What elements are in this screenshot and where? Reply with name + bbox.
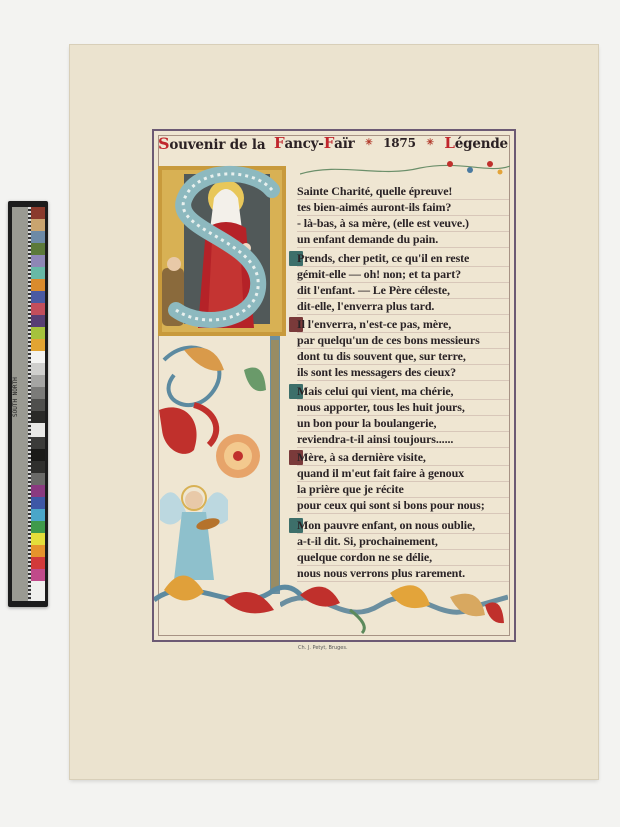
poem-line: Mais celui qui vient, ma chérie, — [297, 384, 509, 400]
foliage-flower — [184, 348, 224, 371]
poem-stanza-2 — [297, 251, 509, 315]
patch-8 — [31, 291, 45, 303]
patch-14 — [31, 363, 45, 375]
patch-3 — [31, 231, 45, 243]
patch-20 — [31, 437, 45, 449]
title-word-fancy-fair — [274, 134, 355, 152]
poem-line: Il l'enverra, n'est-ce pas, mère, — [297, 317, 509, 333]
poem-line: Mon pauvre enfant, on nous oublie, — [297, 518, 509, 534]
patch-18 — [31, 411, 45, 423]
poem-line: gémit-elle — oh! non; et ta part? — [297, 267, 509, 283]
color-reference-patches — [31, 207, 45, 601]
foliage-rosette-center — [233, 451, 243, 461]
poem-line: Prends, cher petit, ce qu'il en reste — [297, 251, 509, 267]
poem-line: Mère, à sa dernière visite, — [297, 450, 509, 466]
border-stem-inlay — [271, 340, 279, 590]
color-patches-svg — [31, 207, 45, 601]
poem-line: dit-elle, l'enverra plus tard. — [297, 299, 509, 315]
angel-head — [185, 491, 203, 509]
patch-6 — [31, 267, 45, 279]
patch-1 — [31, 207, 45, 219]
patch-13 — [31, 351, 45, 363]
title-word-legende — [444, 134, 508, 152]
patch-25 — [31, 497, 45, 509]
poem-line: un bon pour la boulangerie, — [297, 416, 509, 432]
printer-imprint: Ch. J. Petyt, Bruges. — [298, 645, 348, 651]
title-text: ancy- — [284, 136, 324, 152]
title-text: égende — [454, 136, 508, 152]
color-reference-label: SOUTH NORTH — [12, 377, 19, 417]
poem-line: ils sont les messagers des cieux? — [297, 365, 509, 381]
poem-line: nous apporter, tous les huit jours, — [297, 400, 509, 416]
top-flower-spray — [300, 156, 510, 180]
foliage-leaf-red — [159, 407, 197, 454]
poem-stanza-3 — [297, 317, 509, 381]
poem-line: quand il m'eut fait faire à genoux — [297, 466, 509, 482]
bottom-leaf-red — [300, 587, 340, 607]
patch-27 — [31, 521, 45, 533]
top-berry — [467, 167, 473, 173]
patch-30 — [31, 557, 45, 569]
title-text: ouvenir de la — [169, 136, 266, 153]
illuminated-initial-illustration — [154, 160, 304, 640]
patch-5 — [31, 255, 45, 267]
patch-9 — [31, 303, 45, 315]
poem-line: par quelqu'un de ces bons messieurs — [297, 333, 509, 349]
poem-line: nous nous verrons plus rarement. — [297, 566, 509, 582]
color-reference-label-strip — [12, 207, 28, 601]
poem-line: pour ceux qui sont si bons pour nous; — [297, 498, 509, 514]
poem-line: quelque cordon ne se délie, — [297, 550, 509, 566]
poem-line: tes bien-aimés auront-ils faim? — [297, 200, 509, 216]
patch-28 — [31, 533, 45, 545]
patch-23 — [31, 473, 45, 485]
title-word-souvenir — [158, 134, 265, 153]
foliage-leaf-curl — [194, 405, 216, 445]
poem-stanza-5 — [297, 450, 509, 514]
poem-line: reviendra-t-il ainsi toujours...... — [297, 432, 509, 448]
top-berry — [487, 161, 493, 167]
patch-24 — [31, 485, 45, 497]
poem-stanza-4 — [297, 384, 509, 448]
title-year: 1875 — [383, 136, 416, 150]
title-initial: S — [158, 133, 170, 153]
bottom-leaf-red-2 — [485, 602, 504, 623]
patch-12 — [31, 339, 45, 351]
patch-26 — [31, 509, 45, 521]
patch-15 — [31, 375, 45, 387]
top-vine — [300, 165, 510, 174]
page-title — [158, 132, 508, 154]
poem-line: dit l'enfant. — Le Père céleste, — [297, 283, 509, 299]
poem-line: la prière que je récite — [297, 482, 509, 498]
top-berry — [498, 170, 503, 175]
patch-11 — [31, 327, 45, 339]
top-berry — [447, 161, 453, 167]
bottom-border-foliage — [280, 575, 508, 635]
poem-stanza-1 — [297, 184, 509, 248]
poem-line: dont tu dis souvent que, sur terre, — [297, 349, 509, 365]
poem-line: un enfant demande du pain. — [297, 232, 509, 248]
title-initial: F — [274, 134, 285, 152]
patch-22 — [31, 461, 45, 473]
title-ornament-icon: ✳ — [426, 138, 434, 148]
patch-19 — [31, 423, 45, 437]
patch-4 — [31, 243, 45, 255]
title-initial: F — [323, 134, 335, 152]
title-initial: L — [444, 134, 455, 152]
foliage-leaf-green — [244, 368, 266, 392]
poem-line: a-t-il dit. Si, prochainement, — [297, 534, 509, 550]
title-ornament-icon: ✳ — [365, 138, 373, 148]
poem-stanza-6 — [297, 518, 509, 582]
patch-2 — [31, 219, 45, 231]
title-text: aïr — [334, 136, 355, 152]
patch-10 — [31, 315, 45, 327]
color-reference-bar — [8, 201, 48, 607]
patch-29 — [31, 545, 45, 557]
patch-7 — [31, 279, 45, 291]
patch-21 — [31, 449, 45, 461]
patch-16 — [31, 387, 45, 399]
bottom-flower-gold — [390, 585, 430, 608]
patch-31 — [31, 569, 45, 581]
patch-32 — [31, 581, 45, 601]
poem-line: Sainte Charité, quelle épreuve! — [297, 184, 509, 200]
child-head — [167, 257, 181, 271]
patch-17 — [31, 399, 45, 411]
poem-line: - là-bas, à sa mère, (elle est veuve.) — [297, 216, 509, 232]
